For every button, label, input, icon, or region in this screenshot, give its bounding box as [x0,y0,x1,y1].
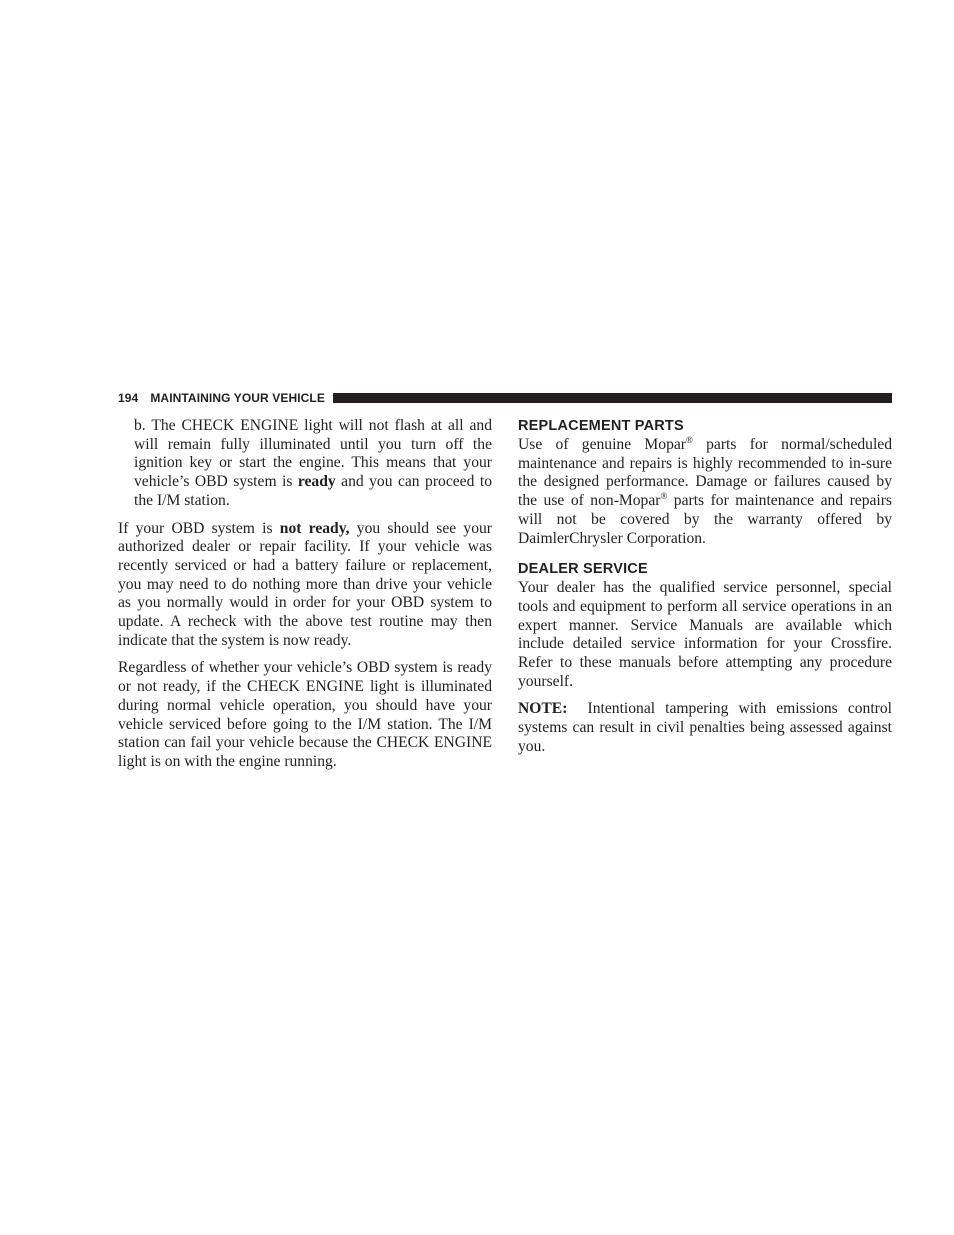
header-rule [333,393,892,403]
right-column [518,417,896,766]
replacement-parts-paragraph: Use of genuine Mopar® parts for normal/scheduled maintenance and repairs is highly recommended to in-sure the designed performance. Damage or failures caused by the use of non-Mopar® parts for maintenance and repairs will not be covered by the warranty offered by DaimlerChrysler Corporation. [518,434,893,547]
note-paragraph: NOTE: Intentional tampering with emissions control systems can result in civil penalties being assessed against you. [518,700,896,755]
obd-not-ready-paragraph: If your OBD system is not ready, you should see your authorized dealer or repair facility. If your vehicle was recently serviced or had a battery failure or replacement, you may need to do nothing more than drive your vehicle as you normally would in order for your OBD system to update. A recheck with the above test routine may then indicate that the system is now ready. [118,519,492,649]
section-title: MAINTAINING YOUR VEHICLE [150,391,325,405]
page-number: 194 [118,391,139,405]
page-header [118,390,892,406]
left-column [118,417,492,781]
ready-emphasis: ready [297,473,336,491]
obd-ready-item: b. The CHECK ENGINE light will not flash at all and will remain fully illuminated until you turn off the ignition key or start the engine. This means that your vehicle’s OBD system is ready and you can proceed to the I/M station. [134,417,492,509]
replacement-parts-heading: REPLACEMENT PARTS [518,418,684,434]
registered-mark: ® [686,434,693,445]
dealer-service-heading: DEALER SERVICE [518,561,648,578]
dealer-service-paragraph: Your dealer has the qualified service personnel, special tools and equipment to perform all service operations in an expert manner. Service Manuals are available which include detailed service information for your Crossfire. Refer to these manuals before attempting any procedure yourself. [518,579,892,690]
not-ready-emphasis: not ready, [279,519,350,537]
check-engine-paragraph: Regardless of whether your vehicle’s OBD system is ready or not ready, if the CHECK ENGINE light is illuminated during normal vehicle operation, you should have your vehicle serviced before going to the I/M station. The I/M station can fail your vehicle because the CHECK ENGINE light is on with the engine running. [118,659,492,770]
note-label: NOTE: [518,700,568,718]
registered-mark: ® [660,490,668,501]
